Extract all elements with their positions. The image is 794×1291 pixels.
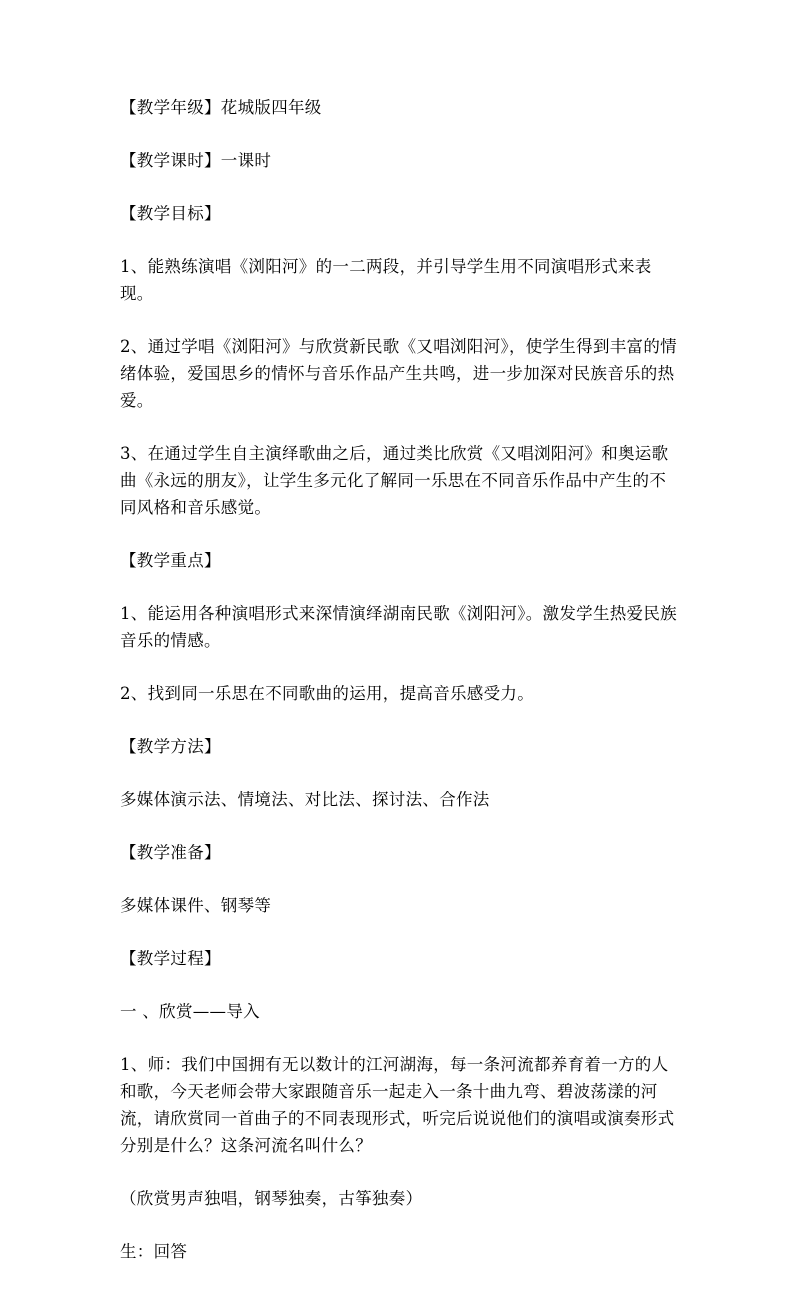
key-points-heading: 【教学重点】 — [120, 551, 221, 570]
student-answer: 生：回答 — [120, 1242, 188, 1261]
methods-heading: 【教学方法】 — [120, 737, 221, 756]
methods-text: 多媒体演示法、情境法、对比法、探讨法、合作法 — [120, 790, 490, 809]
objective-3: 3、在通过学生自主演绎歌曲之后，通过类比欣赏《又唱浏阳河》和奥运歌曲《永远的朋友》，让学生多元化了解同一乐思在不同音乐作品中产生的不同风格和音乐感觉。 — [120, 444, 669, 517]
process-heading: 【教学过程】 — [120, 949, 221, 968]
listening-note: （欣赏男声独唱，钢琴独奏，古筝独奏） — [120, 1189, 423, 1208]
key-point-1: 1、能运用各种演唱形式来深情演绎湖南民歌《浏阳河》。激发学生热爱民族音乐的情感。 — [120, 604, 677, 650]
key-point-2: 2、找到同一乐思在不同歌曲的运用，提高音乐感受力。 — [120, 684, 534, 703]
lesson-hours-heading: 【教学课时】一课时 — [120, 151, 272, 170]
document-body — [120, 94, 680, 1291]
objectives-heading: 【教学目标】 — [120, 204, 221, 223]
preparation-text: 多媒体课件、钢琴等 — [120, 896, 272, 915]
teacher-intro: 1、师：我们中国拥有无以数计的江河湖海，每一条河流都养育着一方的人和歌，今天老师会带大家跟随音乐一起走入一条十曲九弯、碧波荡漾的河流，请欣赏同一首曲子的不同表现形式，听完后说说他们的演唱或演奏形式分别是什么？这条河流名叫什么？ — [120, 1055, 675, 1155]
grade-heading: 【教学年级】花城版四年级 — [120, 98, 322, 117]
objective-1: 1、能熟练演唱《浏阳河》的一二两段，并引导学生用不同演唱形式来表现。 — [120, 257, 652, 303]
process-step-1-title: 一 、欣赏——导入 — [120, 1002, 260, 1021]
objective-2: 2、通过学唱《浏阳河》与欣赏新民歌《又唱浏阳河》，使学生得到丰富的情绪体验，爱国思乡的情怀与音乐作品产生共鸣，进一步加深对民族音乐的热爱。 — [120, 337, 677, 410]
preparation-heading: 【教学准备】 — [120, 843, 221, 862]
